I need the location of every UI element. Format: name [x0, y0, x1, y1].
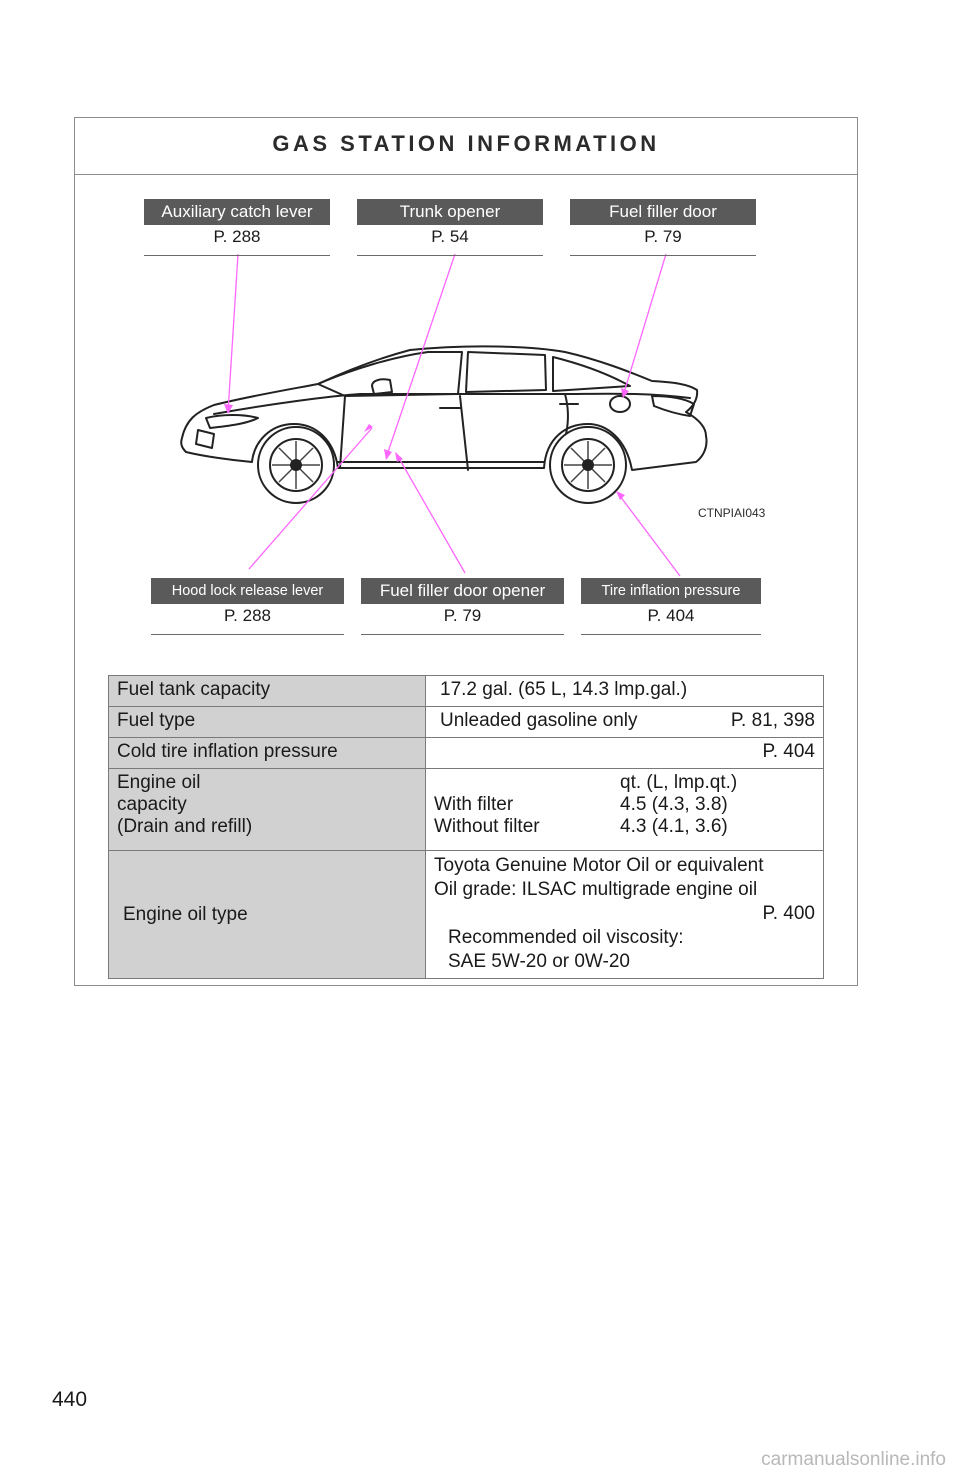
- spec-table: [108, 675, 824, 979]
- callout-label: Tire inflation pressure: [581, 578, 761, 604]
- callout-hood-lock-release-lever: [151, 578, 344, 635]
- car-mirror: [372, 379, 392, 394]
- watermark: carmanualsonline.info: [761, 1449, 946, 1470]
- engine-oil-capacity-unit: qt. (L, lmp.qt.): [620, 772, 738, 793]
- callout-label: Fuel filler door: [570, 199, 756, 225]
- engine-oil-type-page-ref[interactable]: P. 400: [762, 903, 815, 924]
- pointer-trunk-opener: [386, 254, 455, 458]
- engine-oil-capacity-value: [426, 769, 824, 851]
- fuel-type-value: [426, 707, 824, 738]
- front-hub: [290, 459, 302, 471]
- callout-page-ref[interactable]: P. 79: [361, 604, 564, 635]
- table-row: [109, 769, 824, 851]
- table-row: [109, 851, 824, 979]
- fuel-type-label: Fuel type: [109, 707, 426, 738]
- engine-oil-type-line1: Toyota Genuine Motor Oil or equivalent: [434, 855, 764, 876]
- callout-page-ref[interactable]: P. 54: [357, 225, 543, 256]
- without-filter-label: Without filter: [434, 816, 540, 837]
- figure-code: CTNPIAI043: [698, 506, 766, 520]
- engine-oil-type-value: [426, 851, 824, 979]
- fuel-door-shape: [610, 396, 630, 412]
- without-filter-value: 4.3 (4.1, 3.6): [620, 816, 728, 837]
- pointer-fuel-filler-door: [623, 254, 666, 396]
- oil-viscosity-line2: SAE 5W-20 or 0W-20: [448, 951, 630, 972]
- fuel-type-text: Unleaded gasoline only: [440, 710, 638, 731]
- callout-label: Auxiliary catch lever: [144, 199, 330, 225]
- callout-fuel-filler-door-opener: [361, 578, 564, 635]
- with-filter-value: 4.5 (4.3, 3.8): [620, 794, 728, 815]
- engine-oil-type-line2: Oil grade: ILSAC multigrade engine oil: [434, 879, 758, 900]
- engine-oil-capacity-label-line: capacity: [117, 794, 187, 815]
- fuel-tank-capacity-label: Fuel tank capacity: [109, 676, 426, 707]
- callout-page-ref[interactable]: P. 79: [570, 225, 756, 256]
- page-number: 440: [52, 1388, 88, 1411]
- pointer-head-fuel-opener: [395, 452, 403, 462]
- table-row: [109, 707, 824, 738]
- cold-tire-pressure-page-ref[interactable]: P. 404: [762, 741, 815, 762]
- callout-trunk-opener: [357, 199, 543, 256]
- engine-oil-capacity-label: [109, 769, 426, 851]
- pointer-fuel-door-opener: [396, 453, 465, 573]
- callout-page-ref[interactable]: P. 404: [581, 604, 761, 635]
- callout-fuel-filler-door: [570, 199, 756, 256]
- fuel-tank-capacity-value: [426, 676, 824, 707]
- with-filter-label: With filter: [434, 794, 514, 815]
- engine-oil-capacity-label-line: (Drain and refill): [117, 816, 253, 837]
- pointer-tire-pressure: [617, 492, 680, 576]
- callout-auxiliary-catch-lever: [144, 199, 330, 256]
- rear-hub: [582, 459, 594, 471]
- callout-label: Trunk opener: [357, 199, 543, 225]
- car-grille: [196, 430, 214, 448]
- car-window-quarter: [553, 357, 630, 391]
- engine-oil-type-label: Engine oil type: [109, 851, 426, 979]
- callout-label: Hood lock release lever: [151, 578, 344, 604]
- section-title: GAS STATION INFORMATION: [75, 118, 857, 175]
- callout-label: Fuel filler door opener: [361, 578, 564, 604]
- car-window-rear: [466, 352, 546, 392]
- pointer-head-trunk: [384, 449, 392, 460]
- fuel-type-page-ref[interactable]: P. 81, 398: [730, 710, 815, 731]
- pointer-head-tire: [616, 491, 625, 500]
- car-door-line-rear: [460, 396, 468, 470]
- fuel-tank-capacity-text: 17.2 gal. (65 L, 14.3 lmp.gal.): [440, 679, 688, 700]
- car-headlight: [206, 415, 258, 428]
- callout-page-ref[interactable]: P. 288: [151, 604, 344, 635]
- table-row: [109, 676, 824, 707]
- callout-page-ref[interactable]: P. 288: [144, 225, 330, 256]
- oil-viscosity-line1: Recommended oil viscosity:: [448, 927, 684, 948]
- engine-oil-capacity-label-line: Engine oil: [117, 772, 201, 793]
- cold-tire-pressure-label: Cold tire inflation pressure: [109, 738, 426, 769]
- pointer-auxiliary-catch: [228, 254, 238, 412]
- car-door-line-front: [340, 396, 345, 468]
- cold-tire-pressure-value: [426, 738, 824, 769]
- engine-oil-capacity-grid: [434, 772, 815, 838]
- callout-tire-inflation-pressure: [581, 578, 761, 635]
- table-row: [109, 738, 824, 769]
